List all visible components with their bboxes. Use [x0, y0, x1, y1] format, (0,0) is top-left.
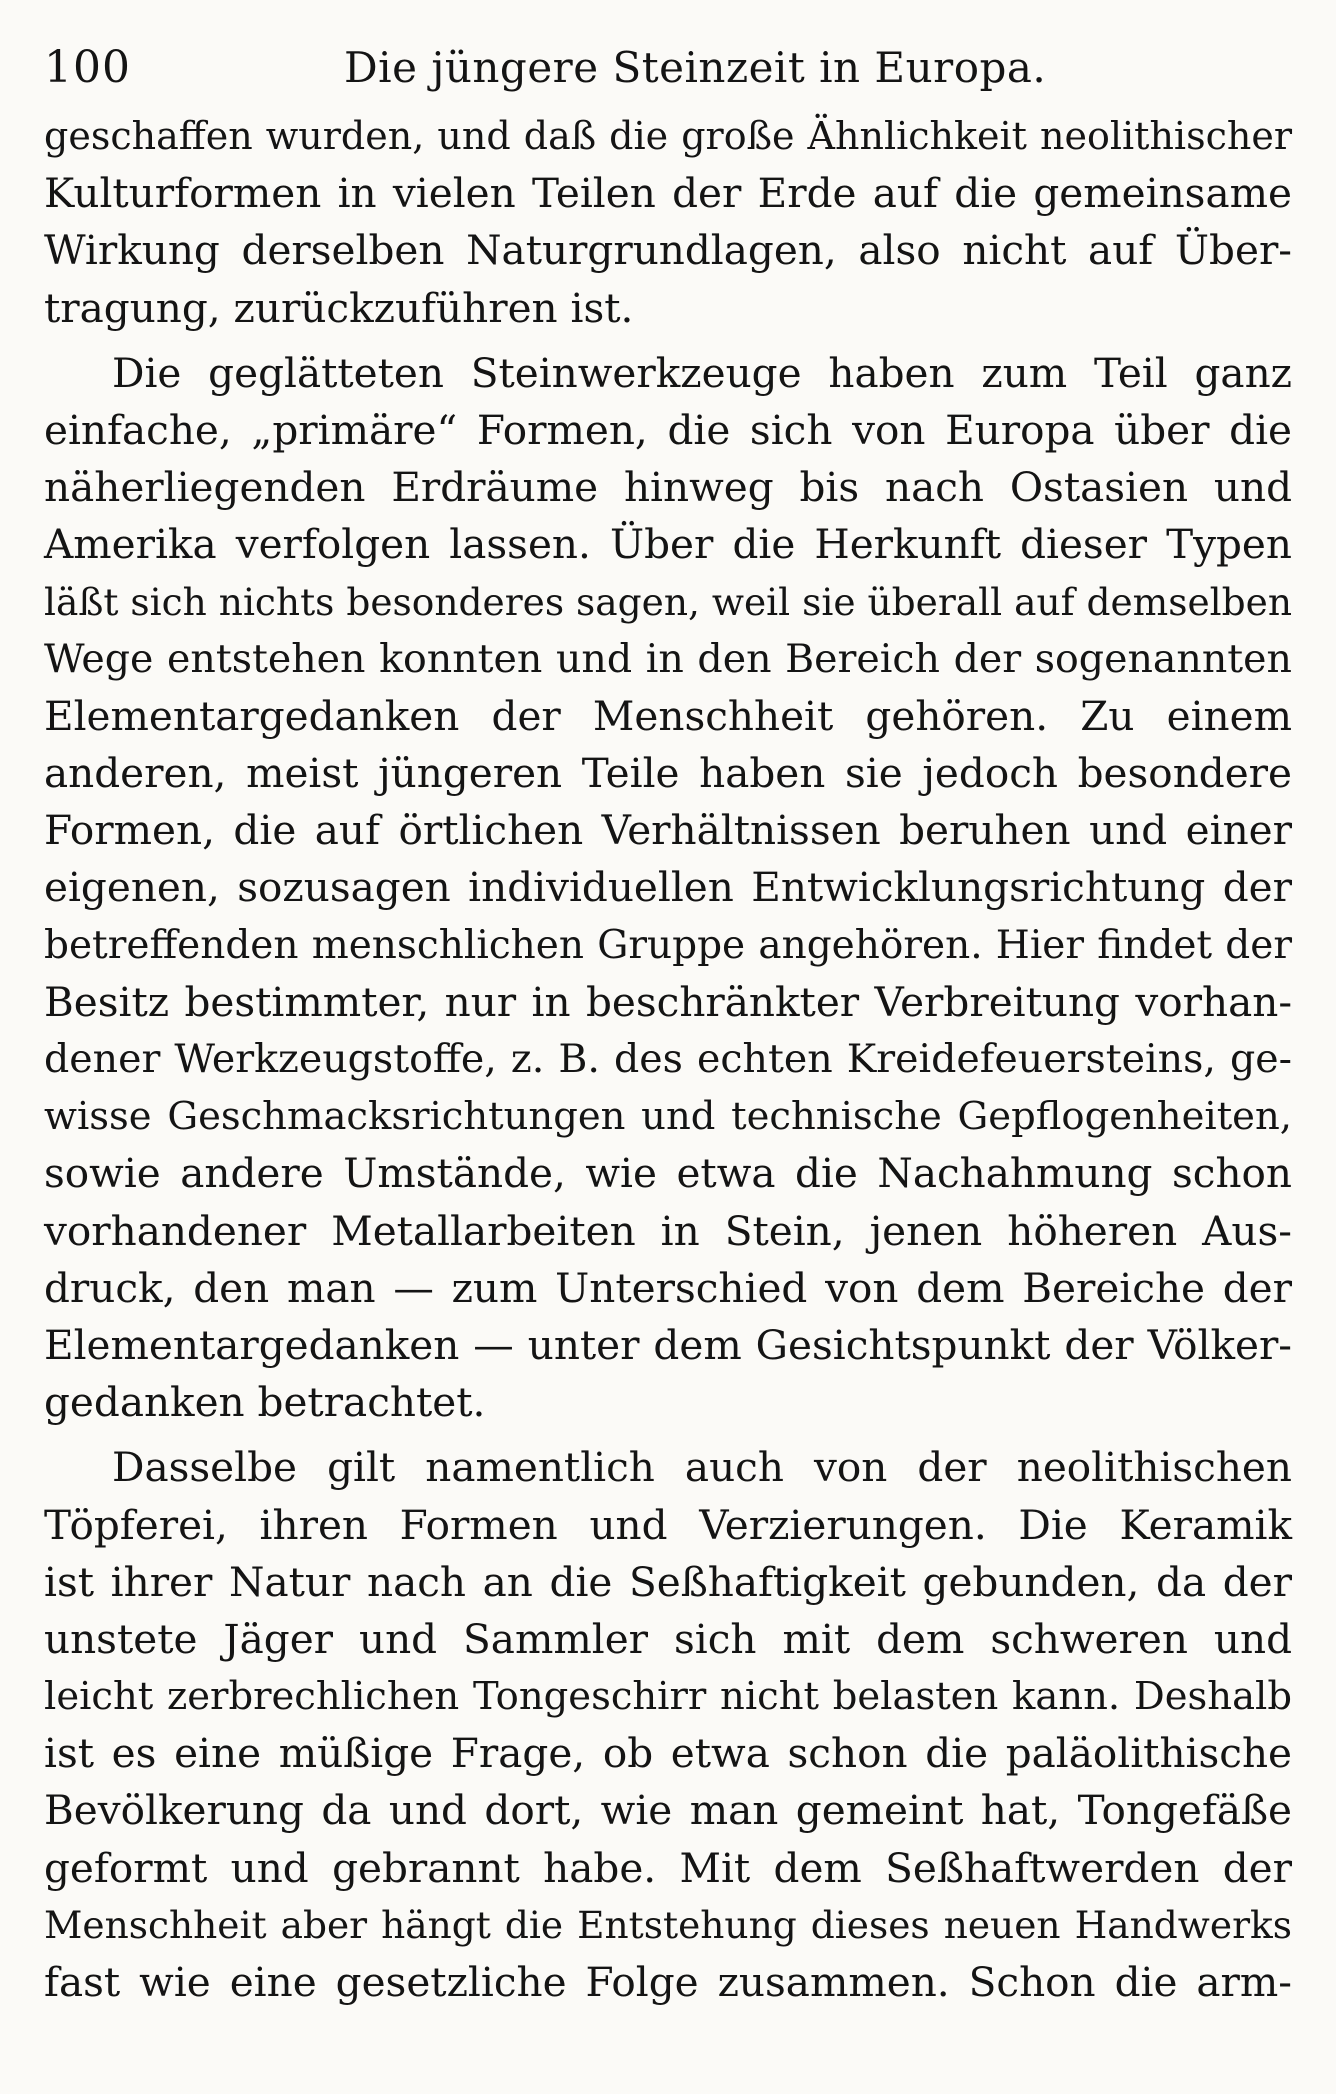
- text-line: läßt sich nichts besonderes sagen, weil sie überall auf demselben: [44, 579, 1292, 624]
- text-line: einfache, „primäre“ Formen, die sich von Europa über die: [44, 405, 1292, 454]
- text-line: leicht zerbrechlichen Tongeschirr nicht belasten kann. Deshalb: [44, 1674, 1292, 1720]
- text-line: fast wie eine gesetzliche Folge zusammen. Schon die arm-: [44, 1958, 1292, 2006]
- text-line: dener Werkzeugstoffe, z. B. des echten Kreidefeuersteins, ge-: [44, 1036, 1292, 1082]
- text-line: anderen, meist jüngeren Teile haben sie jedoch besondere: [44, 749, 1292, 798]
- text-line: Formen, die auf örtlichen Verhältnissen beruhen und einer: [44, 806, 1292, 855]
- text-line: Dasselbe gilt namentlich auch von der neolithischen: [112, 1443, 1292, 1492]
- text-line: Kulturformen in vielen Teilen der Erde auf die gemeinsame: [44, 169, 1292, 218]
- text-line: wisse Geschmacksrichtungen und technische Gepflogenheiten,: [44, 1094, 1292, 1140]
- page-header: [44, 38, 1292, 98]
- text-line: druck, den man — zum Unterschied von dem Bereiche der: [44, 1263, 1292, 1312]
- text-line: sowie andere Umstände, wie etwa die Nachahmung schon: [44, 1149, 1292, 1198]
- text-line: vorhandener Metallarbeiten in Stein, jenen höheren Aus-: [44, 1206, 1292, 1255]
- text-line: Wirkung derselben Naturgrundlagen, also nicht auf Über-: [44, 226, 1292, 275]
- text-line: näherliegenden Erdräume hinweg bis nach Ostasien und: [44, 463, 1292, 512]
- text-line: Elementargedanken der Menschheit gehören. Zu einem: [44, 691, 1292, 740]
- body-text: [44, 108, 1292, 2011]
- text-line: geschaffen wurden, und daß die große Ähnlichkeit neolithischer: [44, 114, 1292, 158]
- text-line: unstete Jäger und Sammler sich mit dem schweren und: [44, 1614, 1292, 1663]
- text-line: gedanken betrachtet.: [44, 1378, 486, 1427]
- text-line: tragung, zurückzuführen ist.: [44, 283, 634, 332]
- paragraph-3: [44, 1439, 1292, 2011]
- text-line: Bevölkerung da und dort, wie man gemeint hat, Tongefäße: [44, 1786, 1292, 1835]
- running-head: Die jüngere Steinzeit in Europa.: [344, 43, 1047, 92]
- text-line: Die geglätteten Steinwerkzeuge haben zum Teil ganz: [112, 348, 1292, 397]
- paragraph-1: [44, 108, 1292, 337]
- text-line: Amerika verfolgen lassen. Über die Herkunft dieser Typen: [44, 520, 1292, 569]
- text-line: Besitz bestimmter, nur in beschränkter Verbreitung vorhan-: [44, 977, 1292, 1026]
- text-line: Menschheit aber hängt die Entstehung dieses neuen Handwerks: [44, 1902, 1292, 1947]
- text-line: Elementargedanken — unter dem Gesichtspunkt der Völker-: [44, 1320, 1292, 1369]
- text-line: Töpferei, ihren Formen und Verzierungen. Die Keramik: [44, 1500, 1292, 1549]
- text-line: ist ihrer Natur nach an die Seßhaftigkeit gebunden, da der: [44, 1557, 1292, 1606]
- page-number: 100: [44, 42, 131, 93]
- text-line: ist es eine müßige Frage, ob etwa schon die paläolithische: [44, 1729, 1292, 1778]
- text-line: Wege entstehen konnten und in den Bereich der sogenannten: [44, 635, 1292, 682]
- text-line: eigenen, sozusagen individuellen Entwicklungsrichtung der: [44, 863, 1292, 912]
- text-line: geformt und gebrannt habe. Mit dem Seßhaftwerden der: [44, 1843, 1292, 1892]
- paragraph-2: [44, 345, 1292, 1432]
- text-line: betreffenden menschlichen Gruppe angehören. Hier findet der: [44, 922, 1292, 968]
